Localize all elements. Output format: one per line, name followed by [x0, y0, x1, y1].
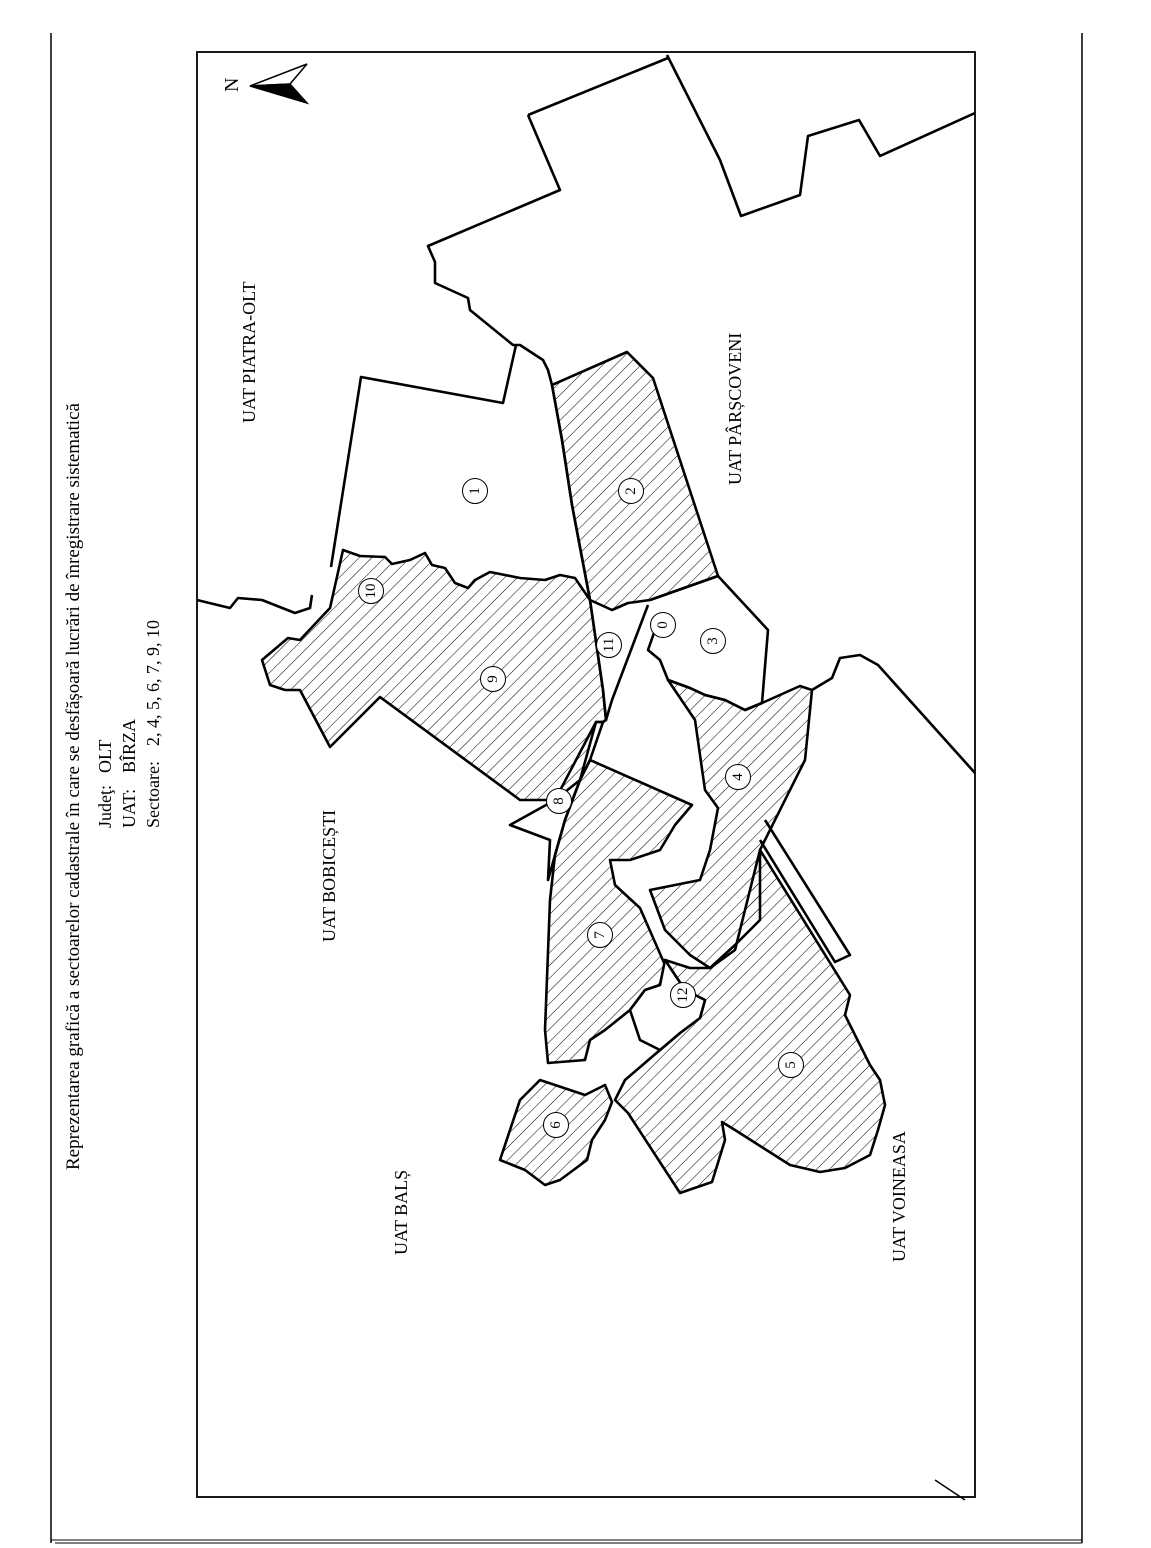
- sector-9-10: [262, 550, 606, 800]
- sector-label-7: 7: [587, 922, 613, 948]
- boundary-north-2: [428, 58, 668, 385]
- north-label: N: [221, 77, 243, 92]
- sector-label-12: 12: [670, 982, 696, 1008]
- label-uat-parscoveni: UAT PÂRȘCOVENI: [725, 332, 745, 485]
- north-arrow-icon: [250, 64, 307, 103]
- legend-sectoare-key: Sectoare:: [143, 761, 163, 828]
- sector-label-11: 11: [596, 632, 622, 658]
- label-uat-bals: UAT BALȘ: [391, 1169, 411, 1255]
- label-uat-bobicesti: UAT BOBICEȘTI: [319, 809, 339, 942]
- sector-label-0: 0: [650, 612, 676, 638]
- legend-judet-key: Judeţ:: [95, 785, 115, 828]
- sector-label-9: 9: [480, 666, 506, 692]
- boundary-north: [667, 55, 975, 216]
- label-uat-voineasa: UAT VOINEASA: [889, 1131, 909, 1262]
- label-uat-piatra-olt: UAT PIATRA-OLT: [239, 281, 259, 423]
- legend-sectoare: [144, 620, 162, 828]
- sector-label-3: 3: [700, 628, 726, 654]
- legend-uat-key: UAT:: [119, 788, 139, 828]
- map-title: Reprezentarea grafică a sectoarelor cadastrale în care se desfășoară lucrări de înregistrare sistematică: [63, 403, 84, 1170]
- sector-label-2: 2: [618, 478, 644, 504]
- sector-label-4: 4: [725, 764, 751, 790]
- sector-label-1: 1: [462, 478, 488, 504]
- sector-label-8: 8: [546, 788, 572, 814]
- sector-label-10: 10: [358, 578, 384, 604]
- sector-1-boundary: [331, 345, 516, 567]
- legend-uat-value: BÎRZA: [119, 719, 139, 773]
- legend-judet-value: OLT: [95, 739, 115, 773]
- sector-label-6: 6: [543, 1112, 569, 1138]
- sector-label-5: 5: [778, 1052, 804, 1078]
- boundary-west: [197, 595, 312, 613]
- boundary-east: [812, 655, 975, 773]
- legend-judet: [96, 740, 114, 828]
- legend-sectoare-value: 2, 4, 5, 6, 7, 9, 10: [143, 620, 163, 746]
- legend-uat: [120, 719, 138, 828]
